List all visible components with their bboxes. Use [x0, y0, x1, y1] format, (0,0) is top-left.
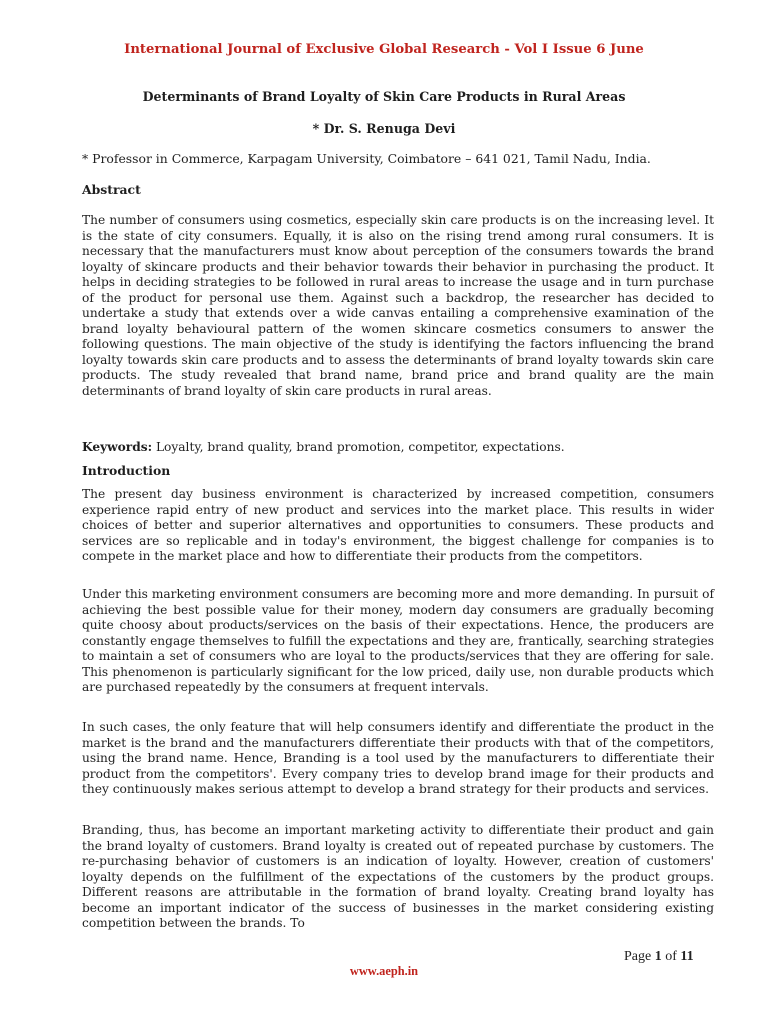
- abstract-body: [82, 213, 714, 399]
- paragraph-text: Under this marketing environment consumers are becoming more and more demanding. In pursuit of achieving the best possible value for their money, modern day consumers are gradually becoming quite choosy about products/services on the basis of their expectations. Hence, the producers are constantly engage themselves to fulfill the expectations and they are, frantically, searching strategies to maintain a set of consumers who are loyal to the products/services that they are offering for sale. This phenomenon is particularly significant for the low priced, daily use, non durable products which are purchased repeatedly by the consumers at frequent intervals.: [82, 587, 714, 694]
- introduction-section: [82, 463, 714, 478]
- paragraph-text: In such cases, the only feature that will help consumers identify and differentiate the product in the market is the brand and the manufacturers differentiate their products with that of the competitors, using the brand name. Hence, Branding is a tool used by the manufacturers to differentiate their product from the competitors'. Every company tries to develop brand image for their products and they continuously makes serious attempt to develop a brand strategy for their products and services.: [82, 720, 714, 796]
- intro-paragraph-1: [82, 487, 714, 565]
- paragraph-text: The present day business environment is characterized by increased competition, consumers experience rapid entry of new product and services into the market place. This results in wider choices of better and superior alternatives and opportunities to consumers. These products and services are so replicable and in today's environment, the biggest challenge for companies is to compete in the market place and how to differentiate their products from the competitors.: [82, 487, 714, 563]
- paragraph-text: Branding, thus, has become an important marketing activity to differentiate their product and gain the brand loyalty of customers. Brand loyalty is created out of repeated purchase by customers. The re-purchasing behavior of customers is an indication of loyalty. However, creation of customers' loyalty depends on the fulfillment of the expectations of the customers by the product groups. Different reasons are attributable in the formation of brand loyalty. Creating brand loyalty has become an important indicator of the success of businesses in the market considering existing competition between the brands. To: [82, 823, 714, 930]
- intro-paragraph-4: [82, 823, 714, 932]
- page-label: Page: [624, 949, 652, 964]
- keywords-line: [82, 440, 714, 456]
- abstract-heading: Abstract: [82, 182, 141, 197]
- keywords-text: Loyalty, brand quality, brand promotion, competitor, expectations.: [152, 440, 565, 454]
- total-pages: 11: [680, 949, 694, 964]
- introduction-heading: Introduction: [82, 463, 171, 478]
- author-affiliation: * Professor in Commerce, Karpagam University, Coimbatore – 641 021, Tamil Nadu, India.: [82, 151, 651, 166]
- intro-paragraph-2: [82, 587, 714, 696]
- abstract-text: The number of consumers using cosmetics, especially skin care products is on the increasing level. It is the state of city consumers. Equally, it is also on the rising trend among rural consumers. It is necessary that the manufacturers must know about perception of the consumers towards the brand loyalty of skincare products and their behavior towards their behavior in purchasing the product. It helps in deciding strategies to be followed in rural areas to increase the usage and in turn purchase of the product for personal use them. Against such a backdrop, the researcher has decided to undertake a study that extends over a wide canvas entailing a comprehensive examination of the brand loyalty behavioural pattern of the women skincare cosmetics consumers to answer the following questions. The main objective of the study is identifying the factors influencing the brand loyalty towards skin care products and to assess the determinants of brand loyalty towards skin care products. The study revealed that brand name, brand price and brand quality are the main determinants of brand loyalty of skin care products in rural areas.: [82, 213, 714, 398]
- abstract-section: [82, 182, 714, 197]
- article-author: * Dr. S. Renuga Devi: [312, 121, 456, 136]
- of-label: of: [665, 949, 677, 964]
- article-title: Determinants of Brand Loyalty of Skin Care Products in Rural Areas: [142, 89, 626, 104]
- journal-header: International Journal of Exclusive Global Research - Vol I Issue 6 June: [124, 42, 644, 57]
- intro-paragraph-3: [82, 720, 714, 798]
- footer-url[interactable]: www.aeph.in: [349, 964, 419, 978]
- keywords-label: Keywords:: [82, 440, 153, 454]
- current-page: 1: [654, 949, 662, 964]
- page-number: [624, 949, 694, 965]
